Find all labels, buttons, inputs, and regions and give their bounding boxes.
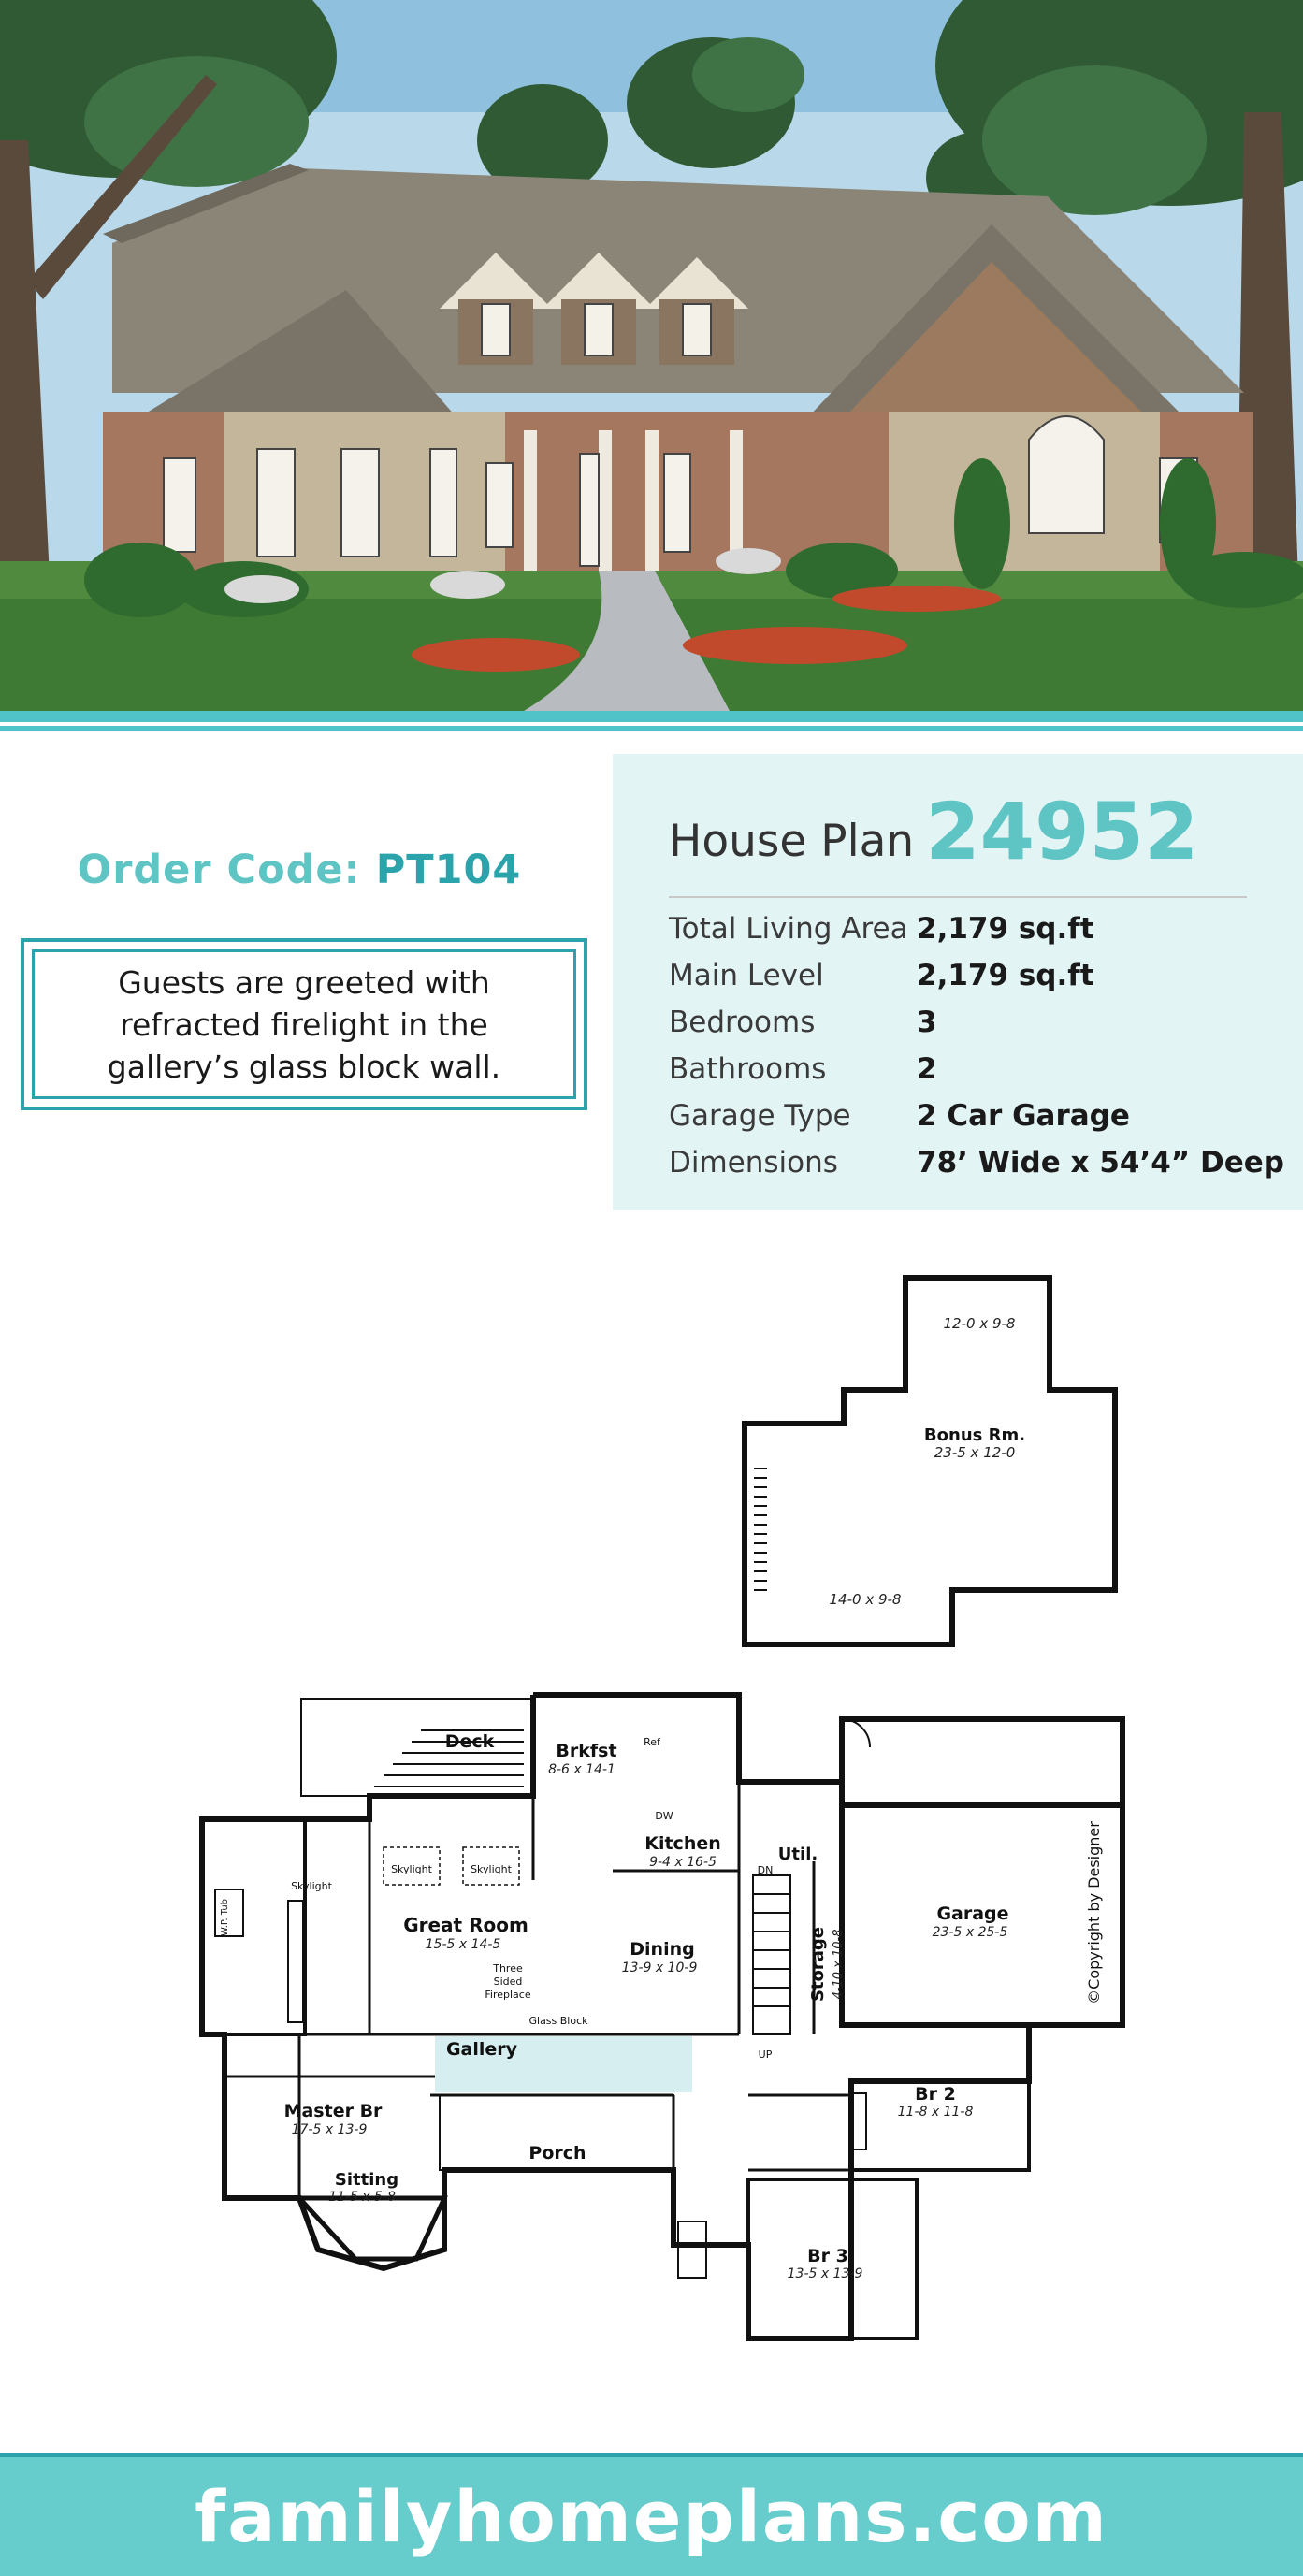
- great-room-dim: 15-5 x 14-5: [425, 1937, 501, 1952]
- spec-value-bathrooms: 2: [917, 1052, 937, 1086]
- br2-dim: 11-8 x 11-8: [897, 2105, 974, 2120]
- sitting-dim: 11-5 x 5-8: [328, 2190, 396, 2205]
- spec-label-bathrooms: Bathrooms: [669, 1052, 827, 1086]
- order-code-label: Order Code:: [77, 847, 361, 893]
- order-code-value: PT104: [375, 847, 522, 893]
- storage-dim: 4-10 x 10-8: [832, 1929, 846, 2000]
- deck-label: Deck: [444, 1731, 495, 1752]
- skylight-label-3: Skylight: [291, 1880, 332, 1892]
- spec-label-bedrooms: Bedrooms: [669, 1006, 816, 1039]
- skylight-label-1: Skylight: [391, 1863, 432, 1875]
- stair-down-label: DN: [757, 1864, 774, 1876]
- brkfst-dim: 8-6 x 14-1: [548, 1762, 615, 1777]
- fireplace-note-2: Sided: [493, 1975, 523, 1988]
- fireplace-note-3: Fireplace: [485, 1989, 531, 2001]
- floor-plans: [0, 1216, 1303, 2441]
- spec-label-garage-type: Garage Type: [669, 1099, 851, 1133]
- house-rendering: [0, 0, 1303, 711]
- spec-label-dimensions: Dimensions: [669, 1146, 838, 1179]
- kitchen-label: Kitchen: [644, 1833, 721, 1854]
- garage-dim: 23-5 x 25-5: [932, 1925, 1008, 1940]
- order-code: [28, 847, 571, 893]
- bonus-floor-plan: [745, 1278, 1115, 1644]
- website-link[interactable]: familyhomeplans.com: [195, 2475, 1108, 2558]
- dining-dim: 13-9 x 10-9: [621, 1961, 698, 1975]
- garage-label: Garage: [936, 1903, 1009, 1924]
- footer-bar: [0, 2457, 1303, 2576]
- plan-title-label: House Plan: [669, 816, 915, 867]
- brkfst-label: Brkfst: [556, 1741, 617, 1761]
- stair-up-label: UP: [758, 2048, 773, 2061]
- kitchen-dim: 9-4 x 16-5: [649, 1855, 717, 1870]
- spec-label-main-level: Main Level: [669, 959, 824, 992]
- glass-block-label: Glass Block: [528, 2015, 588, 2027]
- sitting-label: Sitting: [334, 2170, 399, 2190]
- spec-label-total-area: Total Living Area: [669, 912, 908, 946]
- fireplace-note-1: Three: [493, 1962, 523, 1975]
- br3-label: Br 3: [807, 2246, 848, 2266]
- plan-title: [669, 786, 1198, 877]
- spec-value-main-level: 2,179 sq.ft: [917, 959, 1094, 992]
- br3-dim: 13-5 x 13-9: [787, 2266, 863, 2281]
- caption-text: Guests are greeted with refracted firelight in the gallery’s glass block wall.: [107, 963, 501, 1085]
- hero-divider-stripe-thin: [0, 726, 1303, 731]
- util-label: Util.: [777, 1845, 818, 1864]
- bonus-upper-dim: 12-0 x 9-8: [943, 1315, 1016, 1332]
- copyright-note: ©Copyright by Designer: [1085, 1821, 1103, 2004]
- master-dim: 17-5 x 13-9: [291, 2122, 368, 2137]
- skylight-label-2: Skylight: [471, 1863, 512, 1875]
- hero-divider-stripe: [0, 711, 1303, 722]
- plan-number: 24952: [925, 786, 1199, 877]
- bonus-room-dim: 23-5 x 12-0: [934, 1444, 1016, 1461]
- bonus-lower-dim: 14-0 x 9-8: [829, 1591, 902, 1608]
- tub-label: W.P. Tub: [220, 1898, 230, 1937]
- spec-value-garage-type: 2 Car Garage: [917, 1099, 1130, 1133]
- br2-label: Br 2: [915, 2084, 956, 2105]
- gallery-label: Gallery: [445, 2039, 518, 2060]
- bonus-room-label: Bonus Rm.: [923, 1425, 1026, 1445]
- dining-label: Dining: [630, 1939, 695, 1960]
- master-label: Master Br: [283, 2101, 383, 2121]
- spec-value-bedrooms: 3: [917, 1006, 937, 1039]
- dw-label: DW: [655, 1810, 673, 1822]
- spec-value-dimensions: 78’ Wide x 54’4” Deep: [917, 1146, 1284, 1179]
- spec-value-total-area: 2,179 sq.ft: [917, 912, 1094, 946]
- storage-label: Storage: [808, 1926, 828, 2003]
- caption-frame: [21, 938, 587, 1110]
- great-room-label: Great Room: [403, 1914, 528, 1936]
- panel-divider: [669, 896, 1247, 898]
- main-floor-plan: [202, 1695, 1122, 2338]
- ref-label: Ref: [644, 1736, 660, 1748]
- porch-label: Porch: [528, 2143, 586, 2164]
